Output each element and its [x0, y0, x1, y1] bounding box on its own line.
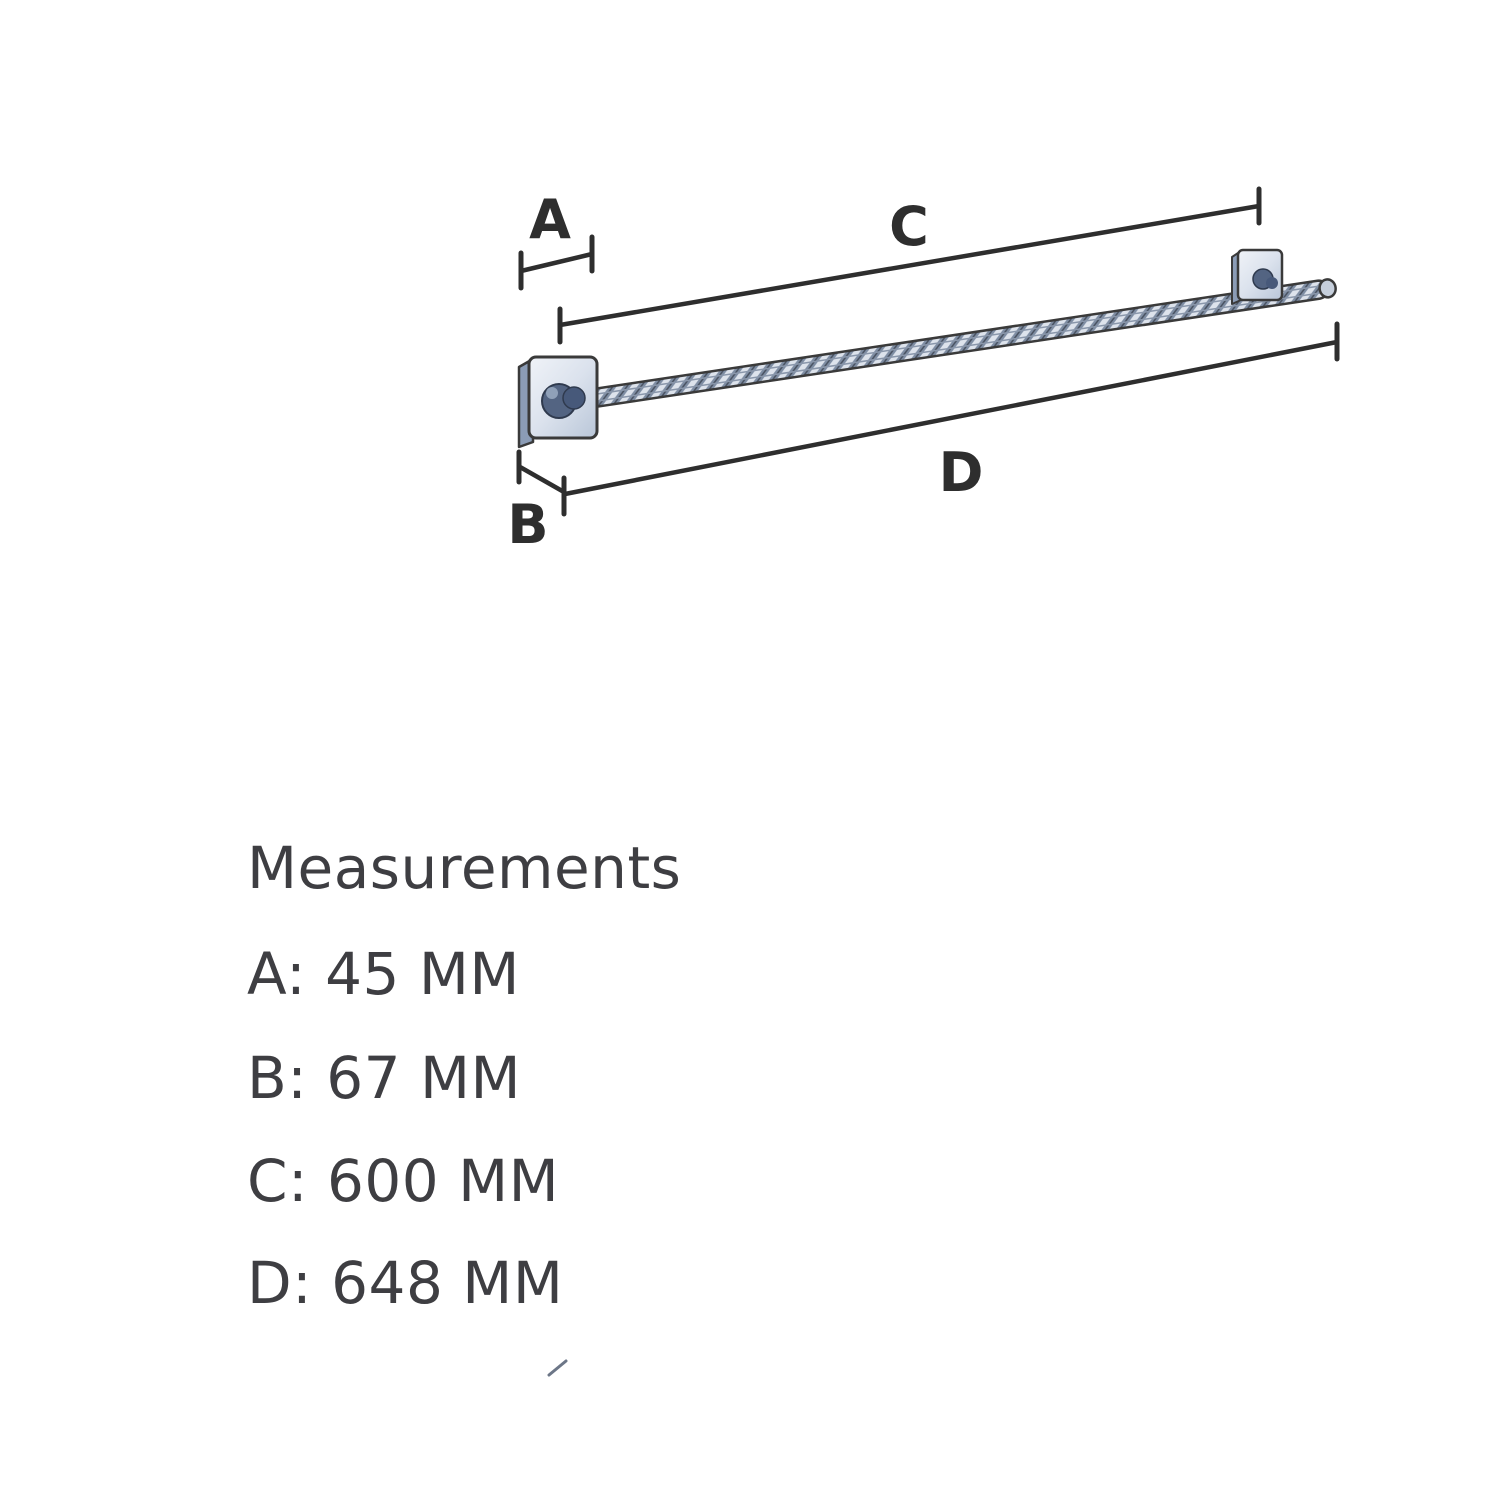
right-mount-plate	[1232, 250, 1282, 304]
measurement-c: C: 600 MM	[247, 1147, 560, 1215]
left-mount-knob-facet	[563, 387, 585, 409]
towel-bar-rail-ridge-bottom	[569, 292, 1325, 405]
dimension-b-line	[520, 467, 564, 492]
measurements-title: Measurements	[247, 834, 682, 902]
towel-bar-drawing	[519, 250, 1337, 447]
measurement-b: B: 67 MM	[247, 1044, 522, 1112]
towel-bar-end-cap	[1318, 278, 1336, 298]
dimension-label-b: B	[507, 493, 549, 556]
towel-bar-rail	[563, 278, 1337, 411]
measurement-a: A: 45 MM	[247, 940, 520, 1008]
right-mount-knob-facet	[1266, 277, 1278, 289]
measurement-d: D: 648 MM	[247, 1249, 564, 1317]
dimension-label-d: D	[938, 441, 984, 504]
left-mount-knob-highlight	[546, 387, 558, 399]
dimension-a-line	[521, 254, 592, 271]
left-mount-plate	[519, 357, 597, 447]
dimension-label-a: A	[529, 188, 571, 251]
stray-mark	[549, 1361, 566, 1375]
towel-bar-rail-body	[563, 279, 1329, 411]
dimension-label-c: C	[889, 195, 929, 258]
